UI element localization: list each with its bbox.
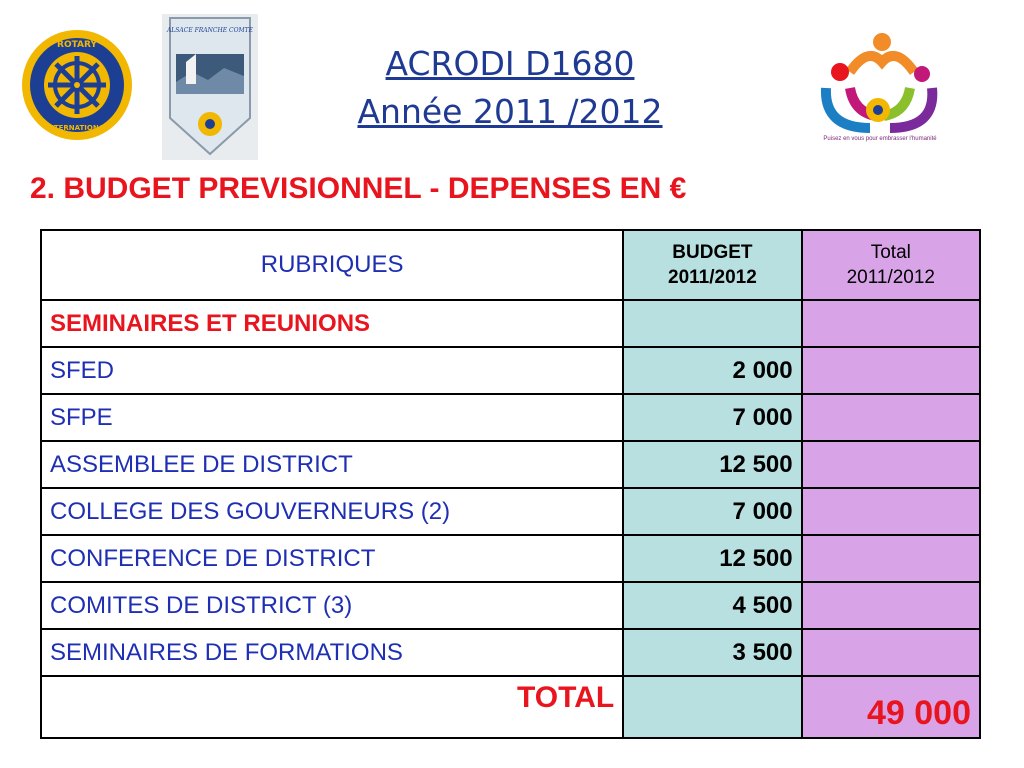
- row-label: SFED: [41, 347, 623, 394]
- budget-value: 12 500: [623, 535, 801, 582]
- total-cell: [802, 488, 980, 535]
- total-cell: [802, 535, 980, 582]
- svg-text:ROTARY: ROTARY: [57, 40, 97, 50]
- budget-cell: [623, 300, 801, 347]
- page-title: [300, 40, 720, 136]
- budget-value: 4 500: [623, 582, 801, 629]
- header-budget: [623, 230, 801, 300]
- header-total-line1: Total: [870, 242, 911, 263]
- total-cell: [802, 300, 980, 347]
- row-label: COLLEGE DES GOUVERNEURS (2): [41, 488, 623, 535]
- total-cell: [802, 394, 980, 441]
- table-total-row: [41, 676, 980, 738]
- header-total: [802, 230, 980, 300]
- svg-text:ALSACE FRANCHE COMTE: ALSACE FRANCHE COMTE: [166, 27, 254, 34]
- table-header-row: [41, 230, 980, 300]
- table-row-section: [41, 300, 980, 347]
- budget-value: 12 500: [623, 441, 801, 488]
- section-subtitle: 2. BUDGET PREVISIONNEL - DEPENSES EN €: [30, 172, 687, 205]
- table-row: [41, 629, 980, 676]
- row-label: CONFERENCE DE DISTRICT: [41, 535, 623, 582]
- table-row: [41, 347, 980, 394]
- title-line-1: ACRODI D1680: [385, 44, 635, 83]
- total-cell: [802, 441, 980, 488]
- pennant-logo: [162, 14, 258, 160]
- table-row: [41, 441, 980, 488]
- table-row: [41, 394, 980, 441]
- table-row: [41, 488, 980, 535]
- title-line-2: Année 2011 /2012: [357, 92, 663, 131]
- rotary-logo: [20, 28, 134, 142]
- budget-table: [40, 229, 981, 739]
- row-label: ASSEMBLEE DE DISTRICT: [41, 441, 623, 488]
- row-label: SFPE: [41, 394, 623, 441]
- table-row: [41, 535, 980, 582]
- budget-cell: [623, 676, 801, 738]
- table-row: [41, 582, 980, 629]
- acrodi-logo: [810, 32, 946, 150]
- header-total-line2: 2011/2012: [846, 267, 935, 288]
- total-cell: [802, 629, 980, 676]
- header-budget-line2: 2011/2012: [668, 267, 757, 288]
- budget-value: 3 500: [623, 629, 801, 676]
- header-rubriques: RUBRIQUES: [41, 230, 623, 300]
- svg-text:INTERNATIONAL: INTERNATIONAL: [45, 124, 109, 132]
- section-label: SEMINAIRES ET REUNIONS: [41, 300, 623, 347]
- header-budget-line1: BUDGET: [672, 242, 753, 263]
- total-cell: [802, 582, 980, 629]
- total-value: 49 000: [802, 676, 980, 738]
- budget-value: 7 000: [623, 488, 801, 535]
- row-label: SEMINAIRES DE FORMATIONS: [41, 629, 623, 676]
- budget-value: 7 000: [623, 394, 801, 441]
- total-cell: [802, 347, 980, 394]
- total-label: TOTAL: [41, 676, 623, 738]
- acrodi-tagline: Puisez en vous pour embrasser l'humanité: [823, 136, 937, 142]
- row-label: COMITES DE DISTRICT (3): [41, 582, 623, 629]
- budget-value: 2 000: [623, 347, 801, 394]
